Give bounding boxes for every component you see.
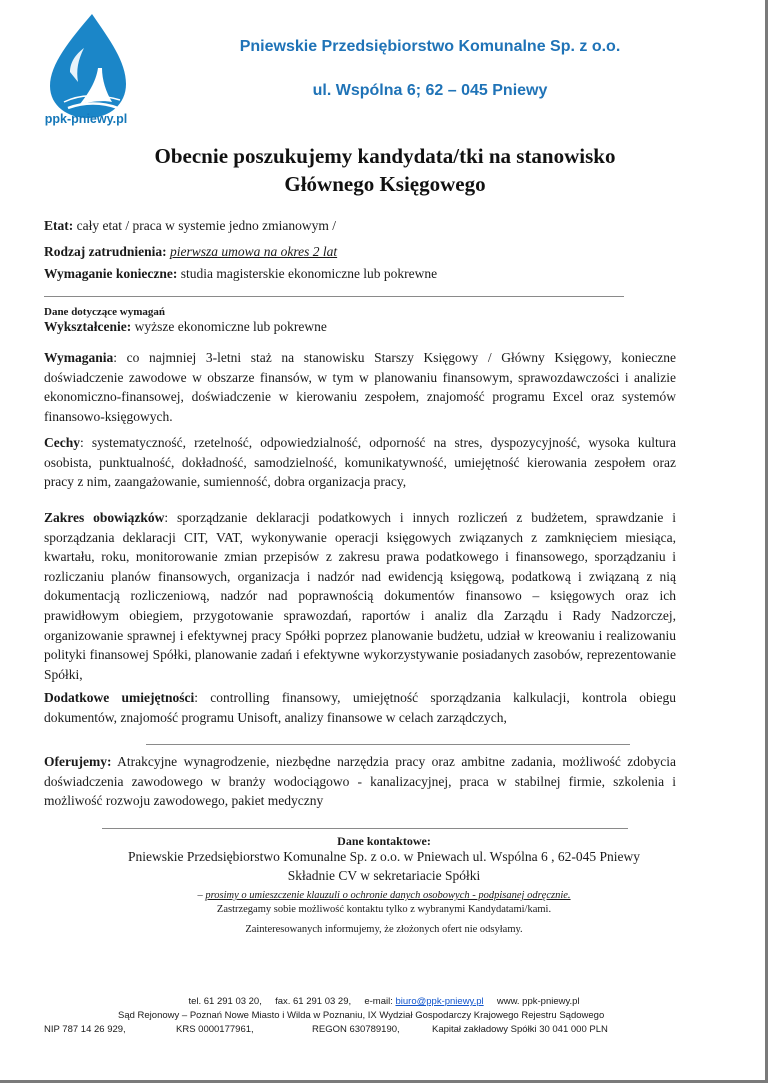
rodzaj-line — [44, 243, 337, 261]
requirements-heading: Dane dotyczące wymagań — [44, 306, 165, 318]
company-name: Pniewskie Przedsiębiorstwo Komunalne Sp. z o.o. — [239, 38, 621, 55]
offer-label: Oferujemy: — [44, 754, 112, 769]
wyksztalcenie-value: wyższe ekonomiczne lub pokrewne — [131, 319, 327, 334]
footer-tel: tel. 61 291 03 20, — [188, 996, 262, 1007]
rodzaj-label: Rodzaj zatrudnienia: — [44, 244, 167, 259]
contact-address: Pniewskie Przedsiębiorstwo Komunalne Sp. z o.o. w Pniewach ul. Wspólna 6 , 62-045 Pniewy — [128, 849, 640, 864]
clause-text: prosimy o umieszczenie klauzuli o ochronie danych osobowych - podpisanej odręcznie. — [205, 890, 571, 901]
divider — [44, 296, 624, 297]
wyksztalcenie-line — [44, 318, 327, 336]
wymaganie-value: studia magisterskie ekonomiczne lub pokrewne — [177, 266, 438, 281]
contact-note-1: Zastrzegamy sobie możliwość kontaktu tylko z wybranymi Kandydatami/kami. — [216, 904, 552, 915]
logo-text: ppk-pniewy.pl — [44, 112, 128, 126]
title-line-2: Głównego Księgowego — [284, 172, 486, 196]
footer-krs: KRS 0000177961, — [176, 1024, 254, 1035]
wyksztalcenie-label: Wykształcenie: — [44, 319, 132, 334]
rodzaj-value: pierwsza umowa na okres 2 lat — [170, 244, 338, 259]
wymaganie-line — [44, 265, 437, 283]
footer-fax: fax. 61 291 03 29, — [275, 996, 352, 1007]
etat-line — [44, 217, 336, 235]
clause-dash: – — [197, 890, 206, 901]
wymagania-paragraph — [44, 348, 676, 426]
wymaganie-label: Wymaganie konieczne: — [44, 266, 178, 281]
cechy-paragraph — [44, 433, 676, 492]
cechy-value: : systematyczność, rzetelność, odpowiedzialność, odporność na stres, dyspozycyjność, wysoka kultura osobista, punktualność, dokładność, samodzielność, komunikatywność, umiejętność kierowania zespołem oraz pracy z nim, zaangażowanie, sumienność, dobra organizacja pracy, — [44, 435, 676, 490]
duties-label: Zakres obowiązków — [44, 510, 165, 525]
extra-skills-paragraph — [44, 688, 676, 727]
offer-paragraph — [44, 752, 676, 811]
title-line-1: Obecnie poszukujemy kandydata/tki na stanowisko — [154, 144, 616, 168]
contact-cv-info: Składnie CV w sekretariacie Spółki — [287, 868, 481, 883]
footer-nip: NIP 787 14 26 929, — [44, 1024, 126, 1035]
company-address: ul. Wspólna 6; 62 – 045 Pniewy — [312, 82, 548, 99]
page-title — [60, 142, 710, 198]
footer-contact-line — [0, 996, 768, 1007]
duties-paragraph — [44, 508, 676, 684]
contact-note-2: Zainteresowanych informujemy, że złożonych ofert nie odsyłamy. — [245, 924, 523, 935]
footer-email-link[interactable]: biuro@ppk-pniewy.pl — [395, 996, 484, 1007]
duties-value: : sporządzanie deklaracji podatkowych i innych rozliczeń z budżetem, sprawdzanie i sporządzania deklaracji CIT, VAT, wykonywanie operacji księgowych związanych z zamknięciem miesiąca, kwartału, roku, monitorowanie zmian przepisów z zakresu prawa podatkowego i finansowego, sporządzaniu i rozliczaniu planów finansowych, organizacja i nadzór nad ewidencją księgową, podatkową i związaną z nią dokumentacją rozliczeniową, nadzór nad poprawnością dokumentów finansowo – księgowych oraz ich prawidłowym obiegiem, przygotowanie sprawozdań, raportów i analiz dla Zarządu i Rady Nadzorczej, organizowanie sprawnej i efektywnej pracy Spółki poprzez planowanie budżetu, udział w kreowaniu i realizowaniu polityki finansowej Spółki, planowanie zadań i efektywne wykorzystywanie posiadanych zasobów, reprezentowanie Spółki, — [44, 510, 676, 682]
footer-capital: Kapitał zakładowy Spółki 30 041 000 PLN — [432, 1024, 608, 1035]
cechy-label: Cechy — [44, 435, 80, 450]
footer-regon: REGON 630789190, — [312, 1024, 400, 1035]
extra-skills-value: : controlling finansowy, umiejętność sporządzania kalkulacji, kontrola obiegu dokumentów, znajomość programu Unisoft, analizy finansowe w celach zarządczych, — [44, 690, 676, 725]
divider — [146, 744, 630, 745]
footer-email-label: e-mail: — [364, 996, 393, 1007]
footer-court: Sąd Rejonowy – Poznań Nowe Miasto i Wilda w Poznaniu, IX Wydział Gospodarczy Krajowego Rejestru Sądowego — [118, 1010, 605, 1021]
extra-skills-label: Dodatkowe umiejętności — [44, 690, 195, 705]
etat-value: cały etat / praca w systemie jedno zmianowym / — [73, 218, 337, 233]
wymagania-value: : co najmniej 3-letni staż na stanowisku Starszy Księgowy / Główny Księgowy, konieczne doświadczenie zawodowe w obszarze finansów, w tym w planowaniu finansowym, sprawozdawczości i analizie ekonomiczno-finansowej, doświadczenie w kierowaniu zespołem, znajomość programu Excel oraz systemów finansowo-księgowych. — [44, 350, 676, 424]
etat-label: Etat: — [44, 218, 74, 233]
contact-heading: Dane kontaktowe: — [337, 834, 431, 848]
wymagania-label: Wymagania — [44, 350, 114, 365]
clause-notice — [0, 890, 768, 901]
divider — [102, 828, 628, 829]
footer-www: www. ppk-pniewy.pl — [496, 996, 580, 1007]
offer-value: Atrakcyjne wynagrodzenie, niezbędne narzędzia pracy oraz ambitne zadania, możliwość zdobycia doświadczenia zawodowego w branży wodociągowo - kanalizacyjnej, praca w stabilnej firmie, szkolenia i możliwość rozwoju zawodowego, pakiet medyczny — [44, 754, 676, 809]
